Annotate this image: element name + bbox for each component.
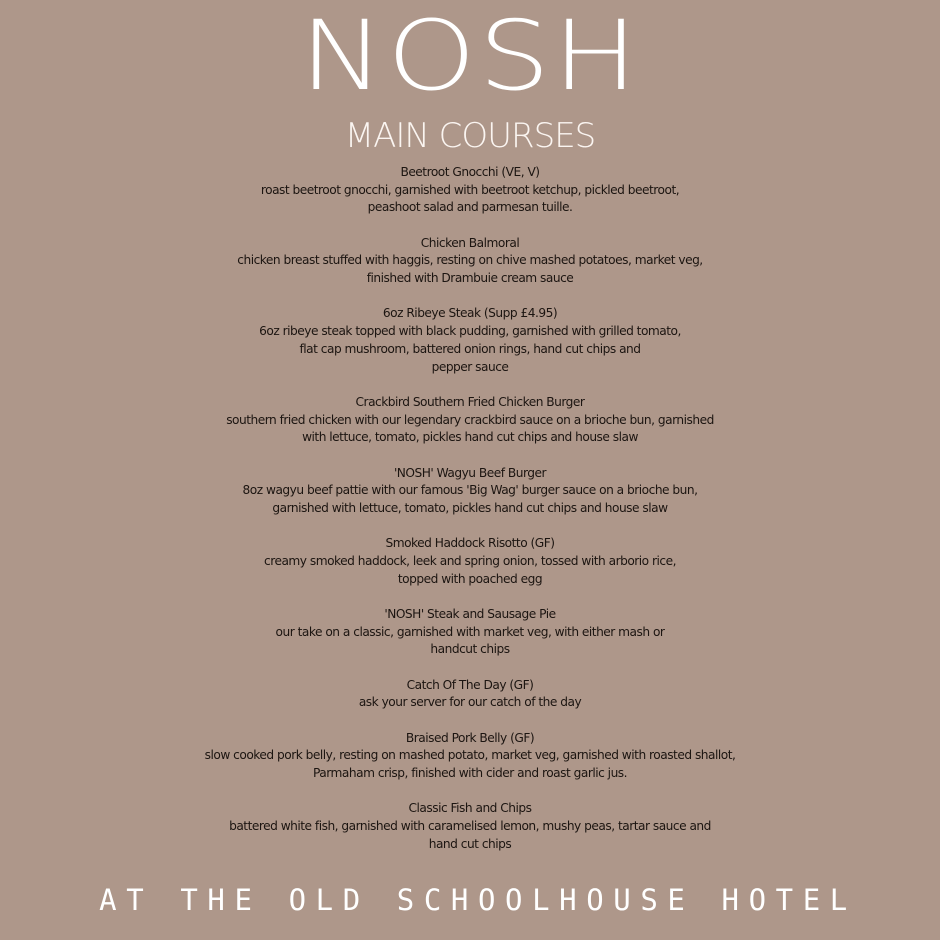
menu-item-name: Crackbird Southern Fried Chicken Burger [355,394,585,409]
menu-item-name: Chicken Balmoral [420,235,520,250]
menu-item-description: flat cap mushroom, battered onion rings, hand cut chips and [299,341,641,356]
menu-item-name: Beetroot Gnocchi (VE, V) [400,165,540,179]
menu-item-name: Smoked Haddock Risotto (GF) [385,536,555,551]
menu-item-description: chicken breast stuffed with haggis, resting on chive mashed potatoes, market veg, [237,253,703,268]
menu-item-name: 'NOSH' Wagyu Beef Burger [393,465,547,480]
menu-item-description: garnished with lettuce, tomato, pickles hand cut chips and house slaw [272,500,668,515]
menu-item-description: 8oz wagyu beef pattie with our famous 'Big Wag' burger sauce on a brioche bun, [242,483,698,498]
menu-item-description: peashoot salad and parmesan tuille. [367,200,573,215]
menu-item-description: Parmaham crisp, finished with cider and roast garlic jus. [312,766,628,781]
menu-item [0,305,940,376]
section-title: MAIN COURSES [344,116,596,156]
menu-item-description: our take on a classic, garnished with market veg, with either mash or [275,624,665,639]
menu-item-description: pepper sauce [431,359,509,374]
menu-item-description: handcut chips [430,642,510,657]
menu-item-description: ask your server for our catch of the day [358,695,582,710]
menu-item-description: hand cut chips [428,836,512,851]
menu-item [0,677,940,712]
menu-item-name: 6oz Ribeye Steak (Supp £4.95) [382,306,558,321]
menu-item [0,800,940,853]
menu-item-description: roast beetroot gnocchi, garnished with beetroot ketchup, pickled beetroot, [260,182,680,197]
menu-item [0,394,940,447]
menu-item [0,164,940,217]
brand-title: NOSH [299,0,641,112]
menu-item [0,606,940,659]
menu-item-name: Catch Of The Day (GF) [406,677,534,692]
hotel-tagline: AT THE OLD SCHOOLHOUSE HOTEL [99,883,857,917]
menu-item [0,235,940,288]
menu-item [0,535,940,588]
menu-item-description: southern fried chicken with our legendary crackbird sauce on a brioche bun, garnished [226,412,714,427]
menu-item-name: 'NOSH' Steak and Sausage Pie [384,606,556,621]
menu-item-description: 6oz ribeye steak topped with black pudding, garnished with grilled tomato, [259,324,681,339]
menu-item-description: slow cooked pork belly, resting on mashed potato, market veg, garnished with roasted shallot, [204,748,736,763]
menu-item [0,730,940,783]
menu-item-description: finished with Drambuie cream sauce [366,271,574,286]
menu-item-description: topped with poached egg [397,571,543,586]
menu-list [0,164,940,871]
menu-item-description: creamy smoked haddock, leek and spring onion, tossed with arborio rice, [264,553,676,568]
menu-item-name: Classic Fish and Chips [408,801,532,816]
menu-item-description: battered white fish, garnished with caramelised lemon, mushy peas, tartar sauce and [229,819,711,834]
menu-item-description: with lettuce, tomato, pickles hand cut chips and house slaw [302,430,638,445]
menu-item [0,465,940,518]
menu-item-name: Braised Pork Belly (GF) [405,730,535,745]
